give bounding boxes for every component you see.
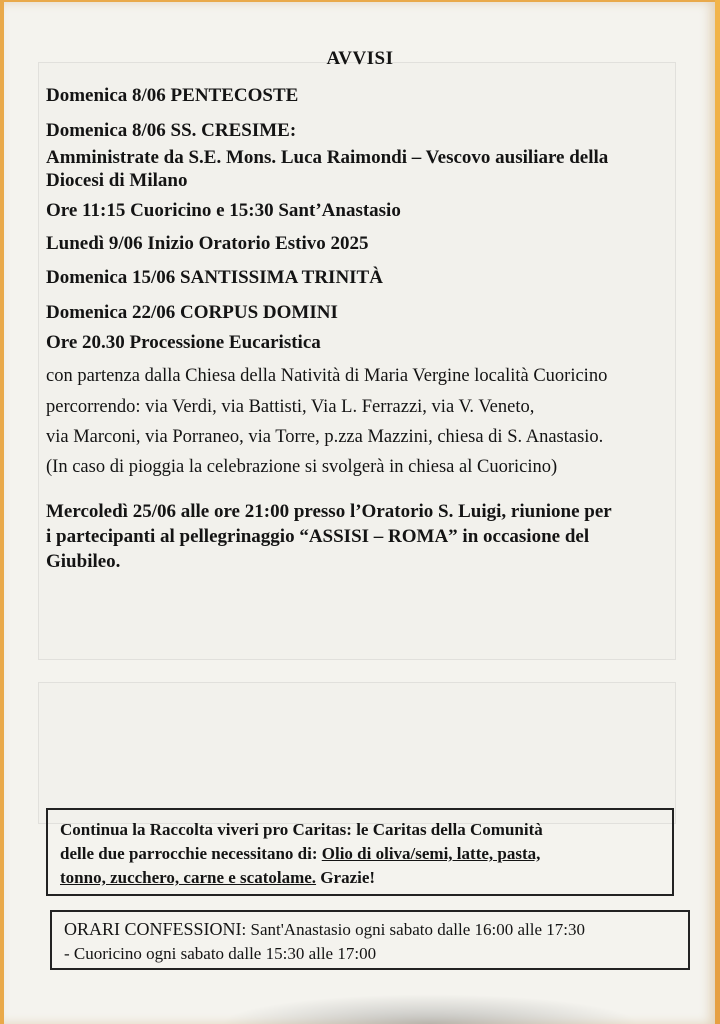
notice-percorso-3: via Marconi, via Porraneo, via Torre, p.zza Mazzini, chiesa di S. Anastasio. — [46, 427, 604, 447]
caritas-items-1: Olio di oliva/semi, latte, pasta, — [321, 844, 541, 863]
confessioni-box — [50, 910, 690, 970]
notice-percorso-2: percorrendo: via Verdi, via Battisti, Via L. Ferrazzi, via V. Veneto, — [46, 397, 535, 417]
notice-processione: Ore 20.30 Processione Eucaristica — [46, 332, 321, 353]
confessioni-label: ORARI CONFESSIONI — [64, 919, 242, 939]
confessioni-line-1 — [64, 917, 688, 942]
notice-cresime-time: Ore 11:15 Cuoricino e 15:30 Sant’Anastasio — [46, 200, 401, 221]
caritas-line-3 — [60, 866, 672, 890]
notice-trinita: Domenica 15/06 SANTISSIMA TRINITÀ — [46, 267, 383, 288]
notice-corpus-domini: Domenica 22/06 CORPUS DOMINI — [46, 302, 338, 323]
notice-pellegrinaggio-3: Giubileo. — [46, 551, 121, 572]
notice-oratorio-estivo: Lunedì 9/06 Inizio Oratorio Estivo 2025 — [46, 233, 369, 254]
notice-pentecoste: Domenica 8/06 PENTECOSTE — [46, 85, 299, 106]
caritas-thanks: Grazie! — [316, 868, 376, 887]
notice-pioggia: (In caso di pioggia la celebrazione si svolgerà in chiesa al Cuoricino) — [46, 457, 558, 477]
photo-shadow — [220, 994, 640, 1024]
caritas-line-2-prefix: delle due parrocchie necessitano di: — [60, 844, 322, 863]
notice-cresime-detail-2: Diocesi di Milano — [46, 170, 188, 191]
notice-percorso-1: con partenza dalla Chiesa della Natività di Maria Vergine località Cuoricino — [46, 366, 608, 386]
show-through-box-bottom — [38, 682, 676, 824]
page-title: AVVISI — [326, 48, 394, 69]
notice-cresime-detail-1: Amministrate da S.E. Mons. Luca Raimondi – Vescovo ausiliare della — [46, 147, 609, 168]
caritas-line-1: Continua la Raccolta viveri pro Caritas: le Caritas della Comunità — [60, 820, 543, 839]
notice-pellegrinaggio-1: Mercoledì 25/06 alle ore 21:00 presso l’Oratorio S. Luigi, riunione per — [46, 501, 612, 522]
caritas-line-2 — [60, 842, 672, 866]
caritas-box — [46, 808, 674, 896]
confessioni-line-2: - Cuoricino ogni sabato dalle 15:30 alle 17:00 — [64, 944, 377, 963]
confessioni-anastasio: : Sant'Anastasio ogni sabato dalle 16:00 alle 17:30 — [241, 920, 586, 939]
orange-background-edge — [715, 0, 720, 1024]
caritas-items-2: tonno, zucchero, carne e scatolame. — [60, 868, 317, 887]
notice-cresime: Domenica 8/06 SS. CRESIME: — [46, 120, 297, 141]
notice-pellegrinaggio-2: i partecipanti al pellegrinaggio “ASSISI – ROMA” in occasione del — [46, 526, 590, 547]
